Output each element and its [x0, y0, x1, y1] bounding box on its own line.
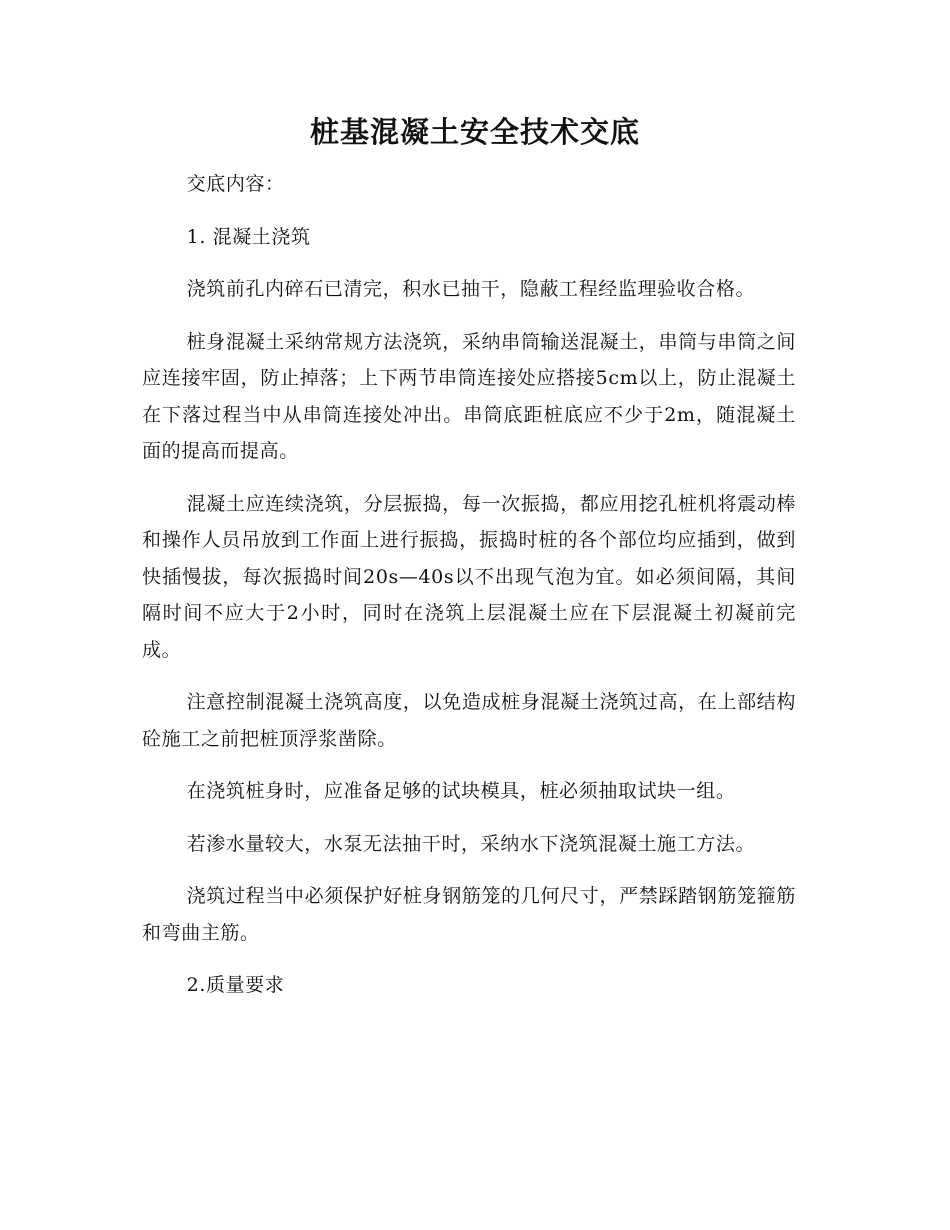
section-heading-concrete-pouring: 1. 混凝土浇筑	[186, 225, 311, 248]
section-heading-quality-requirements: 2.质量要求	[186, 974, 285, 996]
paragraph-test-blocks: 在浇筑桩身时，应准备足够的试块模具，桩必须抽取试块一组。	[186, 780, 736, 802]
paragraph-vibration: 混凝土应连续浇筑，分层振捣，每一次振捣，都应用挖孔桩机将震动棒和操作人员吊放到工作面上进行振捣，振捣时桩的各个部位均应插到，做到快插慢拔，每次振捣时间20s—40s以不出现气泡为宜。如必须间隔，其间隔时间不应大于2小时，同时在浇筑上层混凝土应在下层混凝土初凝前完成。	[142, 492, 796, 661]
paragraph-chute-method: 桩身混凝土采纳常规方法浇筑，采纳串筒输送混凝土，串筒与串筒之间应连接牢固，防止掉落；上下两节串筒连接处应搭接5cm以上，防止混凝土在下落过程当中从串筒连接处冲出。串筒底距桩底应不少于2m，随混凝土面的提高而提高。	[142, 330, 796, 462]
paragraph-underwater-pouring: 若渗水量较大，水泵无法抽干时，采纳水下浇筑混凝土施工方法。	[186, 832, 756, 855]
paragraph-rebar-protection: 浇筑过程当中必须保护好桩身钢筋笼的几何尺寸，严禁踩踏钢筋笼箍筋和弯曲主筋。	[142, 885, 796, 944]
document-title: 桩基混凝土安全技术交底	[309, 115, 640, 149]
document-body	[142, 166, 796, 1020]
paragraph-pre-pour-inspection: 浇筑前孔内碎石已清完，积水已抽干，隐蔽工程经监理验收合格。	[186, 278, 756, 300]
paragraph-intro-label: 交底内容：	[186, 173, 285, 195]
paragraph-height-control: 注意控制混凝土浇筑高度，以免造成桩身混凝土浇筑过高，在上部结构砼施工之前把桩顶浮浆凿除。	[142, 691, 796, 750]
